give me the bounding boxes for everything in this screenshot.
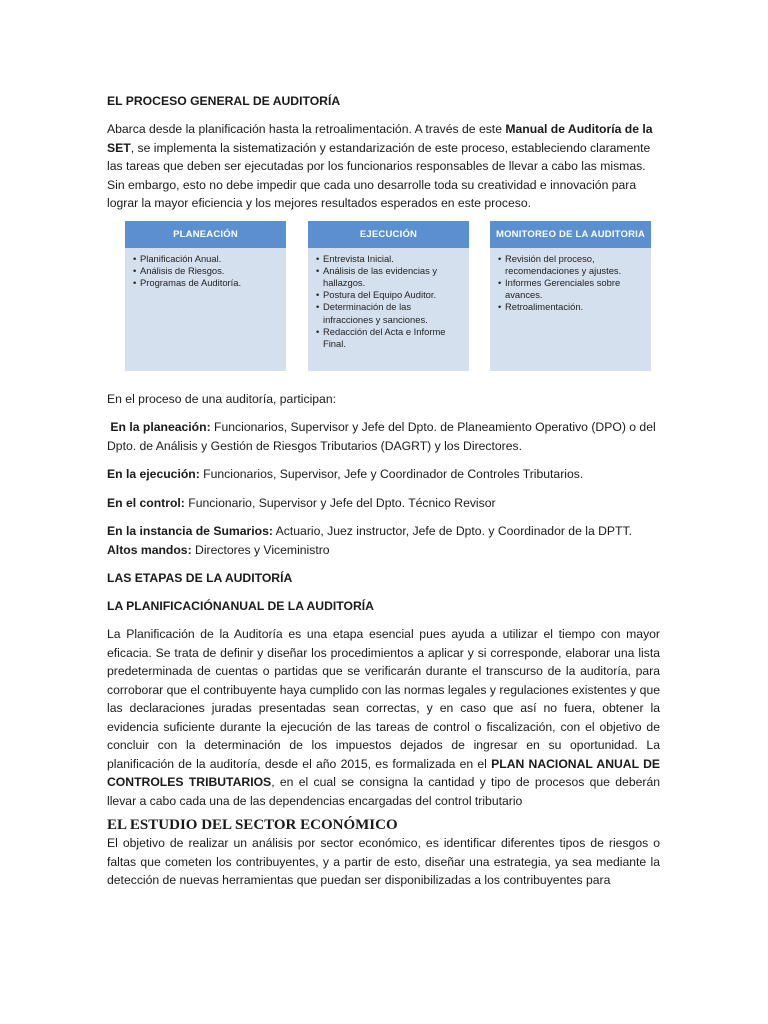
diagram-item: • Postura del Equipo Auditor. (314, 289, 463, 301)
participant-text: Directores y Viceministro (191, 542, 330, 557)
diagram-item: • Análisis de las evidencias y hallazgos. (314, 265, 463, 289)
diagram-list (490, 248, 651, 314)
diagram-list (125, 248, 286, 290)
participants-intro: En el proceso de una auditoría, participan: (107, 391, 337, 406)
planificacion-text-1: La Planificación de la Auditoría es una etapa esencial pues ayuda a utilizar el tiempo con mayor eficacia. Se trata de definir y diseñar los procedimientos a aplicar y si corresponde, elaborar una lista predeterminada de cuentas o partidas que se verificarán durante el transcurso de la auditoría, para corroborar que el contribuyente haya cumplido con las normas legales y regulaciones existentes y que las declaraciones juradas presentadas sean correctas, y en caso que así no fuera, obtener la evidencia suficiente durante la ejecución de las tareas de control o fiscalización, con el objetivo de concluir con la determinación de los impuestos dejados de ingresar en su oportunidad. La planificación de la auditoría, desde el año 2015, es formalizada en el (107, 627, 660, 771)
section-heading-sector: EL ESTUDIO DEL SECTOR ECONÓMICO (107, 817, 398, 833)
section-heading-etapas: LAS ETAPAS DE LA AUDITORÍA (107, 571, 293, 585)
participant-sumarios (107, 522, 660, 541)
intro-text-1: Abarca desde la planificación hasta la retroalimentación. A través de este (107, 122, 506, 136)
diagram-item: • Entrevista Inicial. (314, 253, 463, 265)
diagram-column-monitoreo (490, 221, 651, 371)
participant-text: Funcionarios, Supervisor y Jefe del Dpto. de Planeamiento Operativo (DPO) o del Dpto. de Análisis y Gestión de Riesgos Tributarios (DAGRT) y los Directores. (107, 420, 656, 453)
document-page (107, 92, 660, 890)
diagram-item: • Análisis de Riesgos. (131, 265, 280, 277)
diagram-header: MONITOREO DE LA AUDITORIA (490, 221, 651, 248)
intro-text-2: , se implementa la sistematización y estandarización de este proceso, estableciendo claramente las tareas que deben ser ejecutadas por los funcionarios responsables de llevar a cabo las mismas. Sin embargo, esto no debe impedir que cada uno desarrolle toda su creatividad e innovación para lograr la mayor eficiencia y los mejores resultados esperados en este proceso. (107, 140, 651, 210)
diagram-column-ejecucion (308, 221, 469, 371)
diagram-item: • Planificación Anual. (131, 253, 280, 265)
participant-planeacion (107, 418, 660, 455)
participant-ejecucion (107, 465, 660, 484)
planificacion-bold: PLAN NACIONAL ANUAL DE CONTROLES TRIBUTARIOS (107, 756, 660, 789)
diagram-header: PLANEACIÓN (125, 221, 286, 248)
sector-paragraph: El objetivo de realizar un análisis por sector económico, es identificar diferentes tipos de riesgos o faltas que cometen los contribuyentes, y a partir de esto, diseñar una estrategia, ya sea mediante la detección de nuevas herramientas que puedan ser disponibilizadas a los contribuyentes para (107, 836, 660, 887)
participant-label: En la instancia de Sumarios: (107, 524, 273, 538)
participant-control (107, 494, 660, 513)
diagram-item: • Programas de Auditoría. (131, 277, 280, 289)
diagram-item: • Retroalimentación. (496, 301, 645, 313)
document-title: EL PROCESO GENERAL DE AUDITORÍA (107, 94, 341, 108)
diagram-list (308, 248, 469, 351)
participant-text: Funcionarios, Supervisor, Jefe y Coordinador de Controles Tributarios. (199, 467, 584, 481)
participant-label: En la planeación: (110, 420, 211, 434)
participant-altos-mandos (107, 541, 660, 560)
participant-label: En el control: (107, 495, 185, 510)
diagram-header: EJECUCIÓN (308, 221, 469, 248)
diagram-column-planeacion (125, 221, 286, 371)
section-heading-planificacion: LA PLANIFICACIÓNANUAL DE LA AUDITORÍA (107, 599, 374, 613)
planificacion-text-2: , en el cual se consigna la cantidad y tipo de procesos que deberán llevar a cabo cada una de las dependencias encargadas del control tributario (107, 775, 660, 808)
participant-label: Altos mandos: (107, 542, 192, 557)
diagram-item: • Determinación de las infracciones y sanciones. (314, 301, 463, 325)
intro-bold: Manual de Auditoría de la SET (107, 122, 653, 155)
process-diagram (125, 221, 652, 373)
participant-label: En la ejecución: (107, 467, 200, 481)
intro-paragraph (107, 120, 660, 213)
diagram-item: • Redacción del Acta e Informe Final. (314, 326, 463, 350)
diagram-item: • Informes Gerenciales sobre avances. (496, 277, 645, 301)
participant-text: Funcionario, Supervisor y Jefe del Dpto. Técnico Revisor (184, 495, 496, 510)
participant-text: Actuario, Juez instructor, Jefe de Dpto. y Coordinador de la DPTT. (272, 524, 632, 538)
planificacion-paragraph (107, 625, 660, 810)
diagram-item: • Revisión del proceso, recomendaciones y ajustes. (496, 253, 645, 277)
